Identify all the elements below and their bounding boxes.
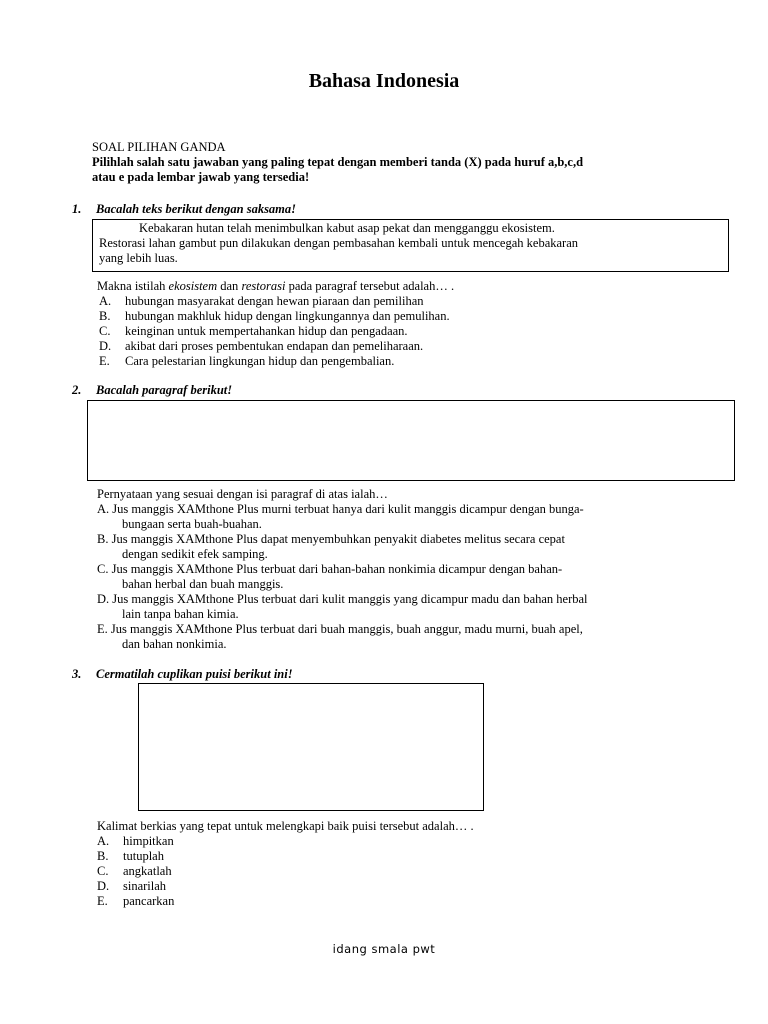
option-letter: A. bbox=[97, 834, 110, 848]
option-text: hubungan makhluk hidup dengan lingkungannya dan pemulihan. bbox=[125, 309, 450, 323]
q3-option-c[interactable] bbox=[97, 864, 174, 879]
option-line-1: E. Jus manggis XAMthone Plus terbuat dari buah manggis, buah anggur, madu murni, buah apel, bbox=[97, 622, 583, 636]
q3-prompt bbox=[72, 667, 293, 682]
q1-passage-line-3: yang lebih luas. bbox=[99, 251, 178, 265]
q1-option-c[interactable] bbox=[99, 324, 450, 339]
q2-option-e[interactable] bbox=[97, 622, 588, 652]
option-letter: E. bbox=[99, 354, 110, 368]
q3-option-a[interactable] bbox=[97, 834, 174, 849]
section-heading: SOAL PILIHAN GANDA bbox=[92, 140, 226, 154]
option-text: sinarilah bbox=[123, 879, 167, 893]
option-line-2: dengan sedikit efek samping. bbox=[122, 547, 268, 561]
q2-number: 2. bbox=[72, 383, 82, 397]
q1-options bbox=[99, 294, 450, 369]
q3-option-b[interactable] bbox=[97, 849, 174, 864]
q1-prompt bbox=[72, 202, 296, 217]
option-text: akibat dari proses pembentukan endapan dan pemeliharaan. bbox=[125, 339, 424, 353]
option-letter: A. bbox=[99, 294, 112, 308]
option-letter: E. bbox=[97, 894, 108, 908]
option-text: angkatlah bbox=[123, 864, 172, 878]
q3-option-d[interactable] bbox=[97, 879, 174, 894]
q3-number: 3. bbox=[72, 667, 82, 681]
q1-passage-box bbox=[92, 219, 729, 272]
q1-passage-line-2: Restorasi lahan gambut pun dilakukan dengan pembasahan kembali untuk mencegah kebakaran bbox=[99, 236, 579, 250]
option-text: pancarkan bbox=[123, 894, 175, 908]
q3-options bbox=[97, 834, 174, 909]
q2-option-c[interactable] bbox=[97, 562, 588, 592]
option-line-1: D. Jus manggis XAMthone Plus terbuat dari kulit manggis yang dicampur madu dan bahan herbal bbox=[97, 592, 588, 606]
q1-question-post: pada paragraf tersebut adalah… . bbox=[285, 279, 455, 293]
q2-option-b[interactable] bbox=[97, 532, 588, 562]
option-letter: C. bbox=[97, 864, 109, 878]
q2-options bbox=[97, 502, 588, 652]
instruction-line-2: atau e pada lembar jawab yang tersedia! bbox=[92, 170, 310, 184]
q1-question-term2: restorasi bbox=[241, 279, 286, 293]
q2-question: Pernyataan yang sesuai dengan isi paragraf di atas ialah… bbox=[97, 487, 388, 501]
option-text: tutuplah bbox=[123, 849, 164, 863]
q1-number: 1. bbox=[72, 202, 82, 216]
option-line-2: bahan herbal dan buah manggis. bbox=[122, 577, 284, 591]
option-letter: B. bbox=[99, 309, 111, 323]
q3-prompt-text: Cermatilah cuplikan puisi berikut ini! bbox=[96, 667, 293, 681]
option-text: hubungan masyarakat dengan hewan piaraan dan pemilihan bbox=[125, 294, 424, 308]
option-letter: D. bbox=[99, 339, 112, 353]
q1-question-term1: ekosistem bbox=[168, 279, 218, 293]
option-letter: C. bbox=[99, 324, 111, 338]
q1-prompt-text: Bacalah teks berikut dengan saksama! bbox=[96, 202, 297, 216]
option-line-1: C. Jus manggis XAMthone Plus terbuat dari bahan-bahan nonkimia dicampur dengan bahan- bbox=[97, 562, 563, 576]
q1-option-b[interactable] bbox=[99, 309, 450, 324]
q1-option-e[interactable] bbox=[99, 354, 450, 369]
q1-question bbox=[97, 279, 454, 294]
option-text: Cara pelestarian lingkungan hidup dan pengembalian. bbox=[125, 354, 395, 368]
option-line-1: B. Jus manggis XAMthone Plus dapat menyembuhkan penyakit diabetes melitus secara cepat bbox=[97, 532, 565, 546]
instruction-line-1: Pilihlah salah satu jawaban yang paling tepat dengan memberi tanda (X) pada huruf a,b,c,d bbox=[92, 155, 584, 169]
q1-option-d[interactable] bbox=[99, 339, 450, 354]
option-text: himpitkan bbox=[123, 834, 174, 848]
q3-option-e[interactable] bbox=[97, 894, 174, 909]
option-letter: B. bbox=[97, 849, 109, 863]
q2-option-a[interactable] bbox=[97, 502, 588, 532]
q2-option-d[interactable] bbox=[97, 592, 588, 622]
option-line-1: A. Jus manggis XAMthone Plus murni terbuat hanya dari kulit manggis dicampur dengan bunga- bbox=[97, 502, 584, 516]
q3-question: Kalimat berkias yang tepat untuk melengkapi baik puisi tersebut adalah… . bbox=[97, 819, 474, 833]
option-text: keinginan untuk mempertahankan hidup dan pengadaan. bbox=[125, 324, 408, 338]
page-footer: idang smala pwt bbox=[332, 942, 436, 956]
page-title: Bahasa Indonesia bbox=[308, 70, 460, 92]
q1-question-mid: dan bbox=[217, 279, 242, 293]
q3-poem-box bbox=[138, 683, 484, 811]
q2-prompt-text: Bacalah paragraf berikut! bbox=[96, 383, 233, 397]
option-line-2: bungaan serta buah-buahan. bbox=[122, 517, 262, 531]
q1-passage-line-1: Kebakaran hutan telah menimbulkan kabut asap pekat dan mengganggu ekosistem. bbox=[139, 221, 555, 235]
option-line-2: dan bahan nonkimia. bbox=[122, 637, 227, 651]
q1-question-pre: Makna istilah bbox=[97, 279, 169, 293]
q1-option-a[interactable] bbox=[99, 294, 450, 309]
option-letter: D. bbox=[97, 879, 110, 893]
option-line-2: lain tanpa bahan kimia. bbox=[122, 607, 239, 621]
q2-prompt bbox=[72, 383, 232, 398]
q2-passage-box bbox=[87, 400, 735, 481]
